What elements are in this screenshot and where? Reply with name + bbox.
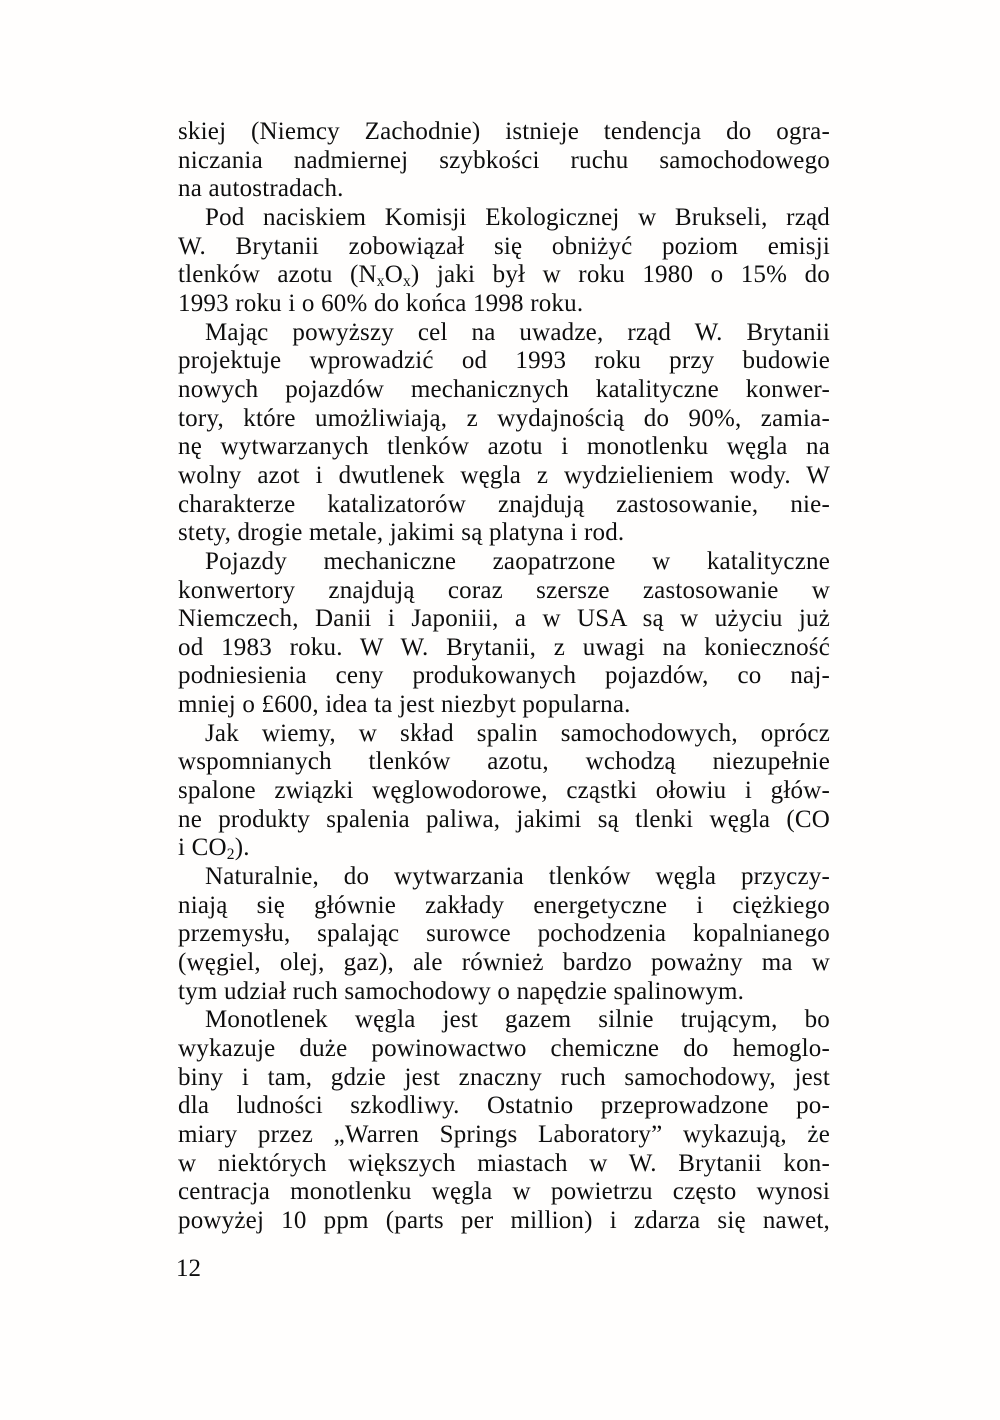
text-line: projektuje wprowadzić od 1993 roku przy budowie [178,347,830,375]
text-column [178,118,830,1236]
text-line: i $CO_2$). [178,834,250,864]
text-line: tlenków azotu $(N_xO_x)$ jaki był w roku 1980 o 15% do [178,261,830,291]
text-line: od 1983 roku. W W. Brytanii, z uwagi na konieczność [178,633,830,661]
text-line: nę wytwarzanych tlenków azotu i monotlenku węgla na [178,433,830,461]
text-line: na autostradach. [178,175,344,203]
text-line: spalone związki węglowodorowe, cząstki ołowiu i głów- [178,777,830,805]
text-line: biny i tam, gdzie jest znaczny ruch samochodowy, jest [178,1063,830,1091]
text-line: Pojazdy mechaniczne zaopatrzone w katalityczne [205,547,830,575]
text-line: charakterze katalizatorów znajdują zastosowanie, nie- [178,490,830,518]
text-line: przemysłu, spalając surowce pochodzenia kopalnianego [178,920,830,948]
text-line: Monotlenek węgla jest gazem silnie trującym, bo [205,1006,830,1034]
text-line: tym udział ruch samochodowy o napędzie spalinowym. [178,977,745,1005]
text-line: wykazuje duże powinowactwo chemiczne do hemoglo- [178,1035,830,1062]
text-line: mniej o £600, idea ta jest niezbyt popularna. [178,691,631,719]
text-line: dla ludności szkodliwy. Ostatnio przeprowadzone po- [178,1092,830,1120]
text-line: W. Brytanii zobowiązał się obniżyć poziom emisji [178,232,830,260]
text-line: centracja monotlenku węgla w powietrzu często wynosi [178,1178,830,1206]
text-line: (węgiel, olej, gaz), ale również bardzo poważny ma w [178,949,830,977]
text-line: wolny azot i dwutlenek węgla z wydzielieniem wody. W [178,461,830,489]
text-line: Naturalnie, do wytwarzania tlenków węgla przyczy- [205,863,830,891]
text-line: powyżej 10 ppm (parts per million) i zdarza się nawet, [178,1206,830,1234]
text-line: stety, drogie metale, jakimi są platyna i rod. [178,519,625,547]
text-line: Mając powyższy cel na uwadze, rząd W. Brytanii [205,318,830,346]
page-number: 12 [176,1255,201,1282]
text-line: tory, które umożliwiają, z wydajnością do 90%, zamia- [178,404,830,432]
text-line: podniesienia ceny produkowanych pojazdów, co naj- [178,662,830,690]
text-line: w niektórych większych miastach w W. Brytanii kon- [178,1149,830,1177]
text-line: ne produkty spalenia paliwa, jakimi są tlenki węgla (CO [178,805,830,833]
text-line: Niemczech, Danii i Japoniii, a w USA są w użyciu już [178,605,830,633]
text-line: wspomnianych tlenków azotu, wchodzą niezupełnie [178,748,830,776]
text-line: Jak wiemy, w skład spalin samochodowych, oprócz [205,719,830,747]
text-line: niają się głównie zakłady energetyczne i ciężkiego [178,891,830,919]
text-line: miary przez „Warren Springs Laboratory” wykazują, że [178,1120,830,1148]
text-line: skiej (Niemcy Zachodnie) istnieje tendencja do ogra- [178,118,830,145]
text-line: niczania nadmiernej szybkości ruchu samochodowego [178,146,830,174]
text-line: Pod naciskiem Komisji Ekologicznej w Brukseli, rząd [205,203,830,231]
text-line: 1993 roku i o 60% do końca 1998 roku. [178,289,584,317]
text-line: nowych pojazdów mechanicznych katalityczne konwer- [178,375,830,403]
text-line: konwertory znajdują coraz szersze zastosowanie w [178,576,830,604]
